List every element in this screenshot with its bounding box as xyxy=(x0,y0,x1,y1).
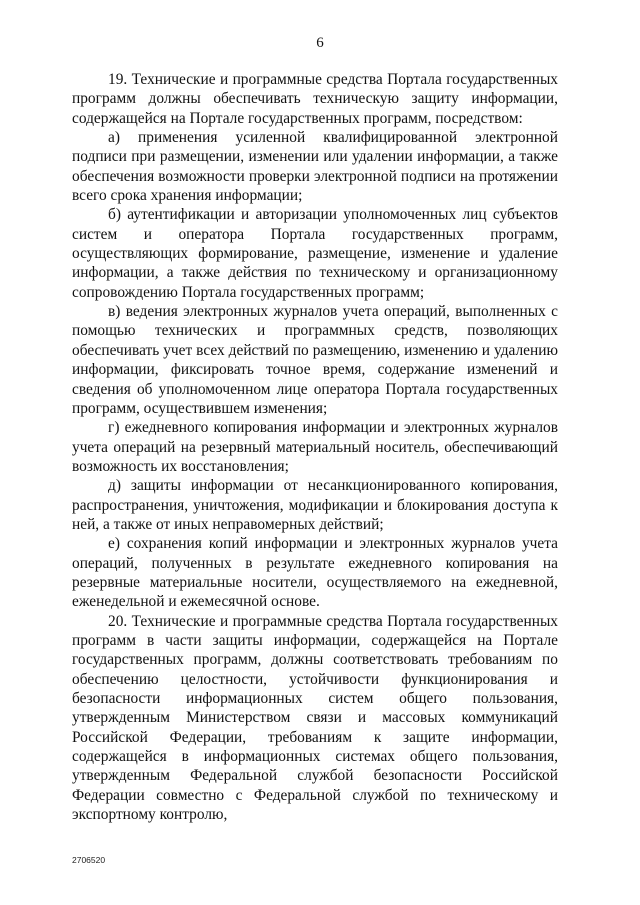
document-code: 2706520 xyxy=(72,855,106,865)
document-body xyxy=(72,70,558,824)
paragraph-19-g: г) ежедневного копирования информации и электронных журналов учета операций на резервный материальный носитель, обеспечивающий возможность их восстановления; xyxy=(72,419,558,475)
paragraph-19-e: е) сохранения копий информации и электронных журналов учета операций, полученных в результате ежедневного копирования на резервные материальные носители, осуществляемого на ежедневной, еженедельной и ежемесячной основе. xyxy=(72,535,558,611)
page-number: 6 xyxy=(316,35,324,51)
paragraph-19-b: б) аутентификации и авторизации уполномоченных лиц субъектов систем и оператора Портала государственных программ, осуществляющих формирование, размещение, изменение и удаление информации, а также действия по техническому и организационному сопровождению Портала государственных программ; xyxy=(72,206,558,301)
paragraph-19-a: а) применения усиленной квалифицированной электронной подписи при размещении, изменении или удалении информации, а также обеспечения возможности проверки электронной подписи на протяжении всего срока хранения информации; xyxy=(72,129,558,205)
paragraph-20: 20. Технические и программные средства Портала государственных программ в части защиты информации, содержащейся на Портале государственных программ, должны соответствовать требованиям по обеспечению целостности, устойчивости функционирования и безопасности информационных систем общего пользования, утвержденным Министерством связи и массовых коммуникаций Российской Федерации, требованиям к защите информации, содержащейся в информационных системах общего пользования, утвержденным Федеральной службой безопасности Российской Федерации совместно с Федеральной службой по техническому и экспортному контролю, xyxy=(72,612,558,824)
paragraph-19: 19. Технические и программные средства Портала государственных программ должны обеспечивать техническую защиту информации, содержащейся на Портале государственных программ, посредством: xyxy=(72,71,558,127)
paragraph-19-d: д) защиты информации от несанкционированного копирования, распространения, уничтожения, модификации и блокирования доступа к ней, а также от иных неправомерных действий; xyxy=(72,477,558,533)
paragraph-19-v: в) ведения электронных журналов учета операций, выполненных с помощью технических и программных средств, позволяющих обеспечивать учет всех действий по размещению, изменению и удалению информации, фиксировать точное время, содержание изменений и сведения об уполномоченном лице оператора Портала государственных программ, осуществившем изменения; xyxy=(72,303,558,417)
